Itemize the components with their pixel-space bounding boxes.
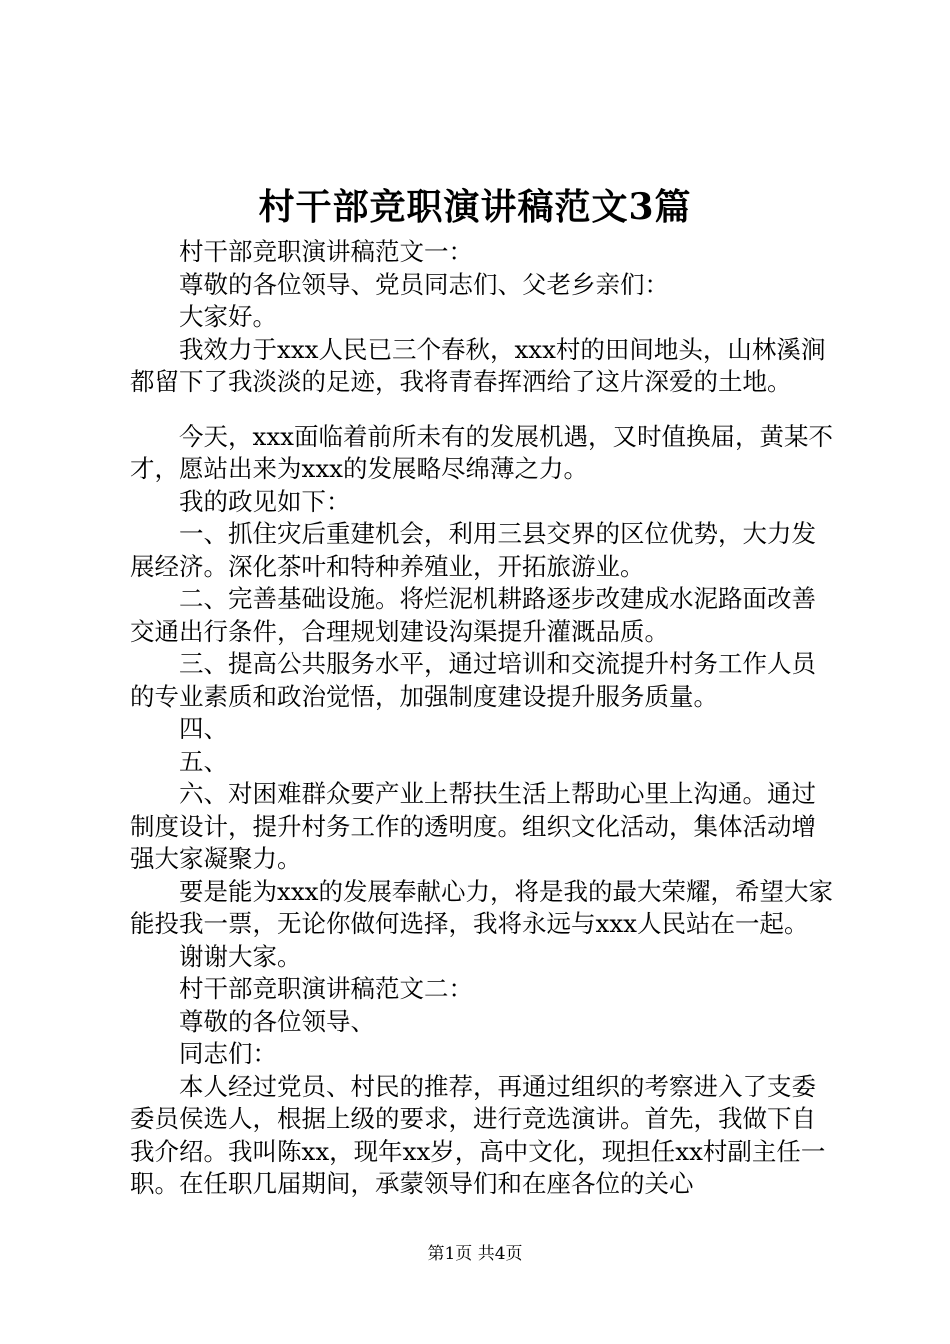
paragraph-views-heading: 我的政见如下： bbox=[179, 486, 351, 516]
paragraph-point-6: 六、对困难群众要产业上帮扶生活上帮助心里上沟通。通过制度设计，提升村务工作的透明度。组织文化活动，集体活动增强大家凝聚力。 bbox=[130, 779, 816, 873]
paragraph-salutation-3: 同志们： bbox=[179, 1039, 277, 1068]
paragraph-thanks: 谢谢大家。 bbox=[179, 941, 302, 971]
paragraph-section-heading-1: 村干部竞职演讲稿范文一： bbox=[179, 237, 473, 266]
paragraph-self-intro: 本人经过党员、村民的推荐，再通过组织的考察进入了支委委员侯选人，根据上级的要求，进行竞选演讲。首先，我做下自我介绍。我叫陈xx，现年xx岁，高中文化，现担任xx村副主任一职。在任职几届期间，承蒙领导们和在座各位的关心 bbox=[130, 1071, 826, 1198]
paragraph-salutation-1: 尊敬的各位领导、党员同志们、父老乡亲们： bbox=[179, 269, 669, 299]
document-title: 村干部竞职演讲稿范文3篇 bbox=[258, 186, 692, 228]
paragraph-point-4: 四、 bbox=[179, 714, 228, 743]
paragraph-point-5: 五、 bbox=[179, 746, 228, 776]
document-body bbox=[130, 236, 835, 1201]
page-footer: 第1页 共4页 bbox=[427, 1244, 523, 1264]
paragraph-point-3: 三、提高公共服务水平，通过培训和交流提升村务工作人员的专业素质和政治觉悟，加强制度建设提升服务质量。 bbox=[130, 649, 816, 711]
paragraph-point-1: 一、抓住灾后重建机会，利用三县交界的区位优势，大力发展经济。深化茶叶和特种养殖业，开拓旅游业。 bbox=[130, 519, 816, 581]
paragraph-salutation-2: 尊敬的各位领导、 bbox=[179, 1006, 375, 1036]
paragraph-greeting: 大家好。 bbox=[179, 302, 277, 331]
paragraph-section-heading-2: 村干部竞职演讲稿范文二： bbox=[179, 974, 473, 1003]
paragraph-point-2: 二、完善基础设施。将烂泥机耕路逐步改建成水泥路面改善交通出行条件，合理规划建设沟渠提升灌溉品质。 bbox=[130, 584, 816, 646]
paragraph-closing: 要是能为xxx的发展奉献心力，将是我的最大荣耀，希望大家能投我一票，无论你做何选择，我将永远与xxx人民站在一起。 bbox=[130, 876, 833, 938]
paragraph-today: 今天，xxx面临着前所未有的发展机遇，又时值换届，黄某不才，愿站出来为xxx的发展略尽绵薄之力。 bbox=[130, 421, 833, 483]
paragraph-gap bbox=[130, 399, 835, 421]
paragraph-intro: 我效力于xxx人民已三个春秋，xxx村的田间地头，山林溪涧都留下了我淡淡的足迹，我将青春挥洒给了这片深爱的土地。 bbox=[130, 334, 826, 396]
